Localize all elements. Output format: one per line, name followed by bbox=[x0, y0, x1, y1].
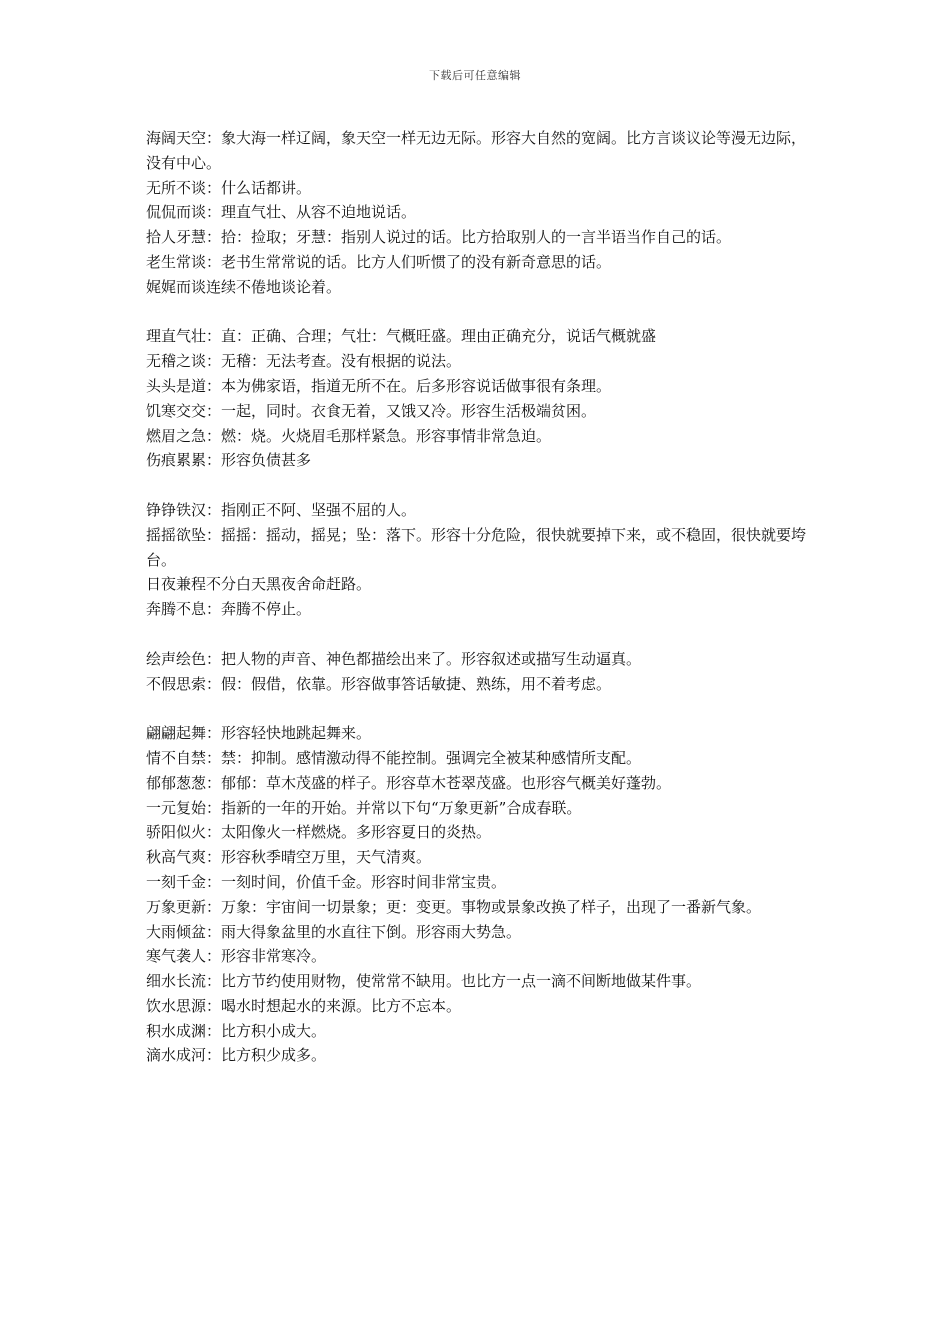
idiom-entry: 万象更新：万象：宇宙间一切景象；更：变更。事物或景象改换了样子，出现了一番新气象。 bbox=[146, 897, 762, 916]
idiom-entry: 无稽之谈：无稽：无法考查。没有根据的说法。 bbox=[146, 352, 462, 371]
idiom-group-4 bbox=[146, 647, 806, 697]
idiom-entry: 理直气壮：直：正确、合理；气壮：气概旺盛。理由正确充分，说话气概就盛 bbox=[146, 327, 657, 346]
idiom-entry: 燃眉之急：燃：烧。火烧眉毛那样紧急。形容事情非常急迫。 bbox=[146, 426, 552, 445]
idiom-entry: 摇摇欲坠：摇摇：摇动，摇晃；坠：落下。形容十分危险，很快就要掉下来，或不稳固，很快就要垮台。 bbox=[146, 525, 807, 569]
idiom-entry: 娓娓而谈连续不倦地谈论着。 bbox=[146, 277, 342, 296]
idiom-entry: 一刻千金：一刻时间，价值千金。形容时间非常宝贵。 bbox=[146, 872, 507, 891]
idiom-entry: 绘声绘色：把人物的声音、神色都描绘出来了。形容叙述或描写生动逼真。 bbox=[146, 649, 642, 668]
idiom-entry: 无所不谈：什么话都讲。 bbox=[146, 178, 312, 197]
idiom-group-1 bbox=[146, 126, 806, 300]
idiom-entry: 奔腾不息：奔腾不停止。 bbox=[146, 600, 312, 619]
idiom-entry: 伤痕累累：形容负债甚多 bbox=[146, 451, 312, 470]
idiom-entry: 拾人牙慧：拾：捡取；牙慧：指别人说过的话。比方拾取别人的一言半语当作自己的话。 bbox=[146, 228, 732, 247]
idiom-entry: 情不自禁：禁：抑制。感情激动得不能控制。强调完全被某种感情所支配。 bbox=[146, 748, 642, 767]
idiom-entry: 寒气袭人：形容非常寒冷。 bbox=[146, 947, 327, 966]
idiom-entry: 骄阳似火：太阳像火一样燃烧。多形容夏日的炎热。 bbox=[146, 823, 492, 842]
idiom-entry: 饮水思源：喝水时想起水的来源。比方不忘本。 bbox=[146, 996, 462, 1015]
idiom-entry: 饥寒交交：一起，同时。衣食无着，又饿又冷。形容生活极端贫困。 bbox=[146, 401, 597, 420]
page-header: 下载后可任意编辑 bbox=[429, 69, 521, 82]
idiom-entry: 老生常谈：老书生常常说的话。比方人们听惯了的没有新奇意思的话。 bbox=[146, 252, 612, 271]
idiom-entry: 海阔天空：象大海一样辽阔，象天空一样无边无际。形容大自然的宽阔。比方言谈议论等漫无边际，没有中心。 bbox=[146, 129, 807, 172]
idiom-group-3 bbox=[146, 498, 806, 622]
document-body bbox=[146, 126, 806, 1068]
idiom-entry: 一元复始：指新的一年的开始。并常以下句“万象更新”合成春联。 bbox=[146, 798, 582, 817]
idiom-entry: 侃侃而谈：理直气壮、从容不迫地说话。 bbox=[146, 203, 417, 222]
idiom-entry: 细水长流：比方节约使用财物，使常常不缺用。也比方一点一滴不间断地做某件事。 bbox=[146, 972, 702, 991]
idiom-entry: 铮铮铁汉：指刚正不阿、坚强不屈的人。 bbox=[146, 500, 417, 519]
idiom-entry: 翩翩起舞：形容轻快地跳起舞来。 bbox=[146, 724, 372, 743]
idiom-entry: 积水成渊：比方积小成大。 bbox=[146, 1021, 327, 1040]
idiom-entry: 滴水成河：比方积少成多。 bbox=[146, 1046, 327, 1065]
idiom-entry: 日夜兼程不分白天黑夜舍命赶路。 bbox=[146, 575, 372, 594]
idiom-group-5 bbox=[146, 721, 806, 1068]
idiom-entry: 头头是道：本为佛家语，指道无所不在。后多形容说话做事很有条理。 bbox=[146, 376, 612, 395]
idiom-entry: 大雨倾盆：雨大得象盆里的水直往下倒。形容雨大势急。 bbox=[146, 922, 522, 941]
idiom-entry: 秋高气爽：形容秋季晴空万里，天气清爽。 bbox=[146, 848, 432, 867]
idiom-group-2 bbox=[146, 324, 806, 473]
idiom-entry: 不假思索：假：假借，依靠。形容做事答话敏捷、熟练，用不着考虑。 bbox=[146, 674, 612, 693]
idiom-entry: 郁郁葱葱：郁郁：草木茂盛的样子。形容草木苍翠茂盛。也形容气概美好蓬勃。 bbox=[146, 773, 672, 792]
